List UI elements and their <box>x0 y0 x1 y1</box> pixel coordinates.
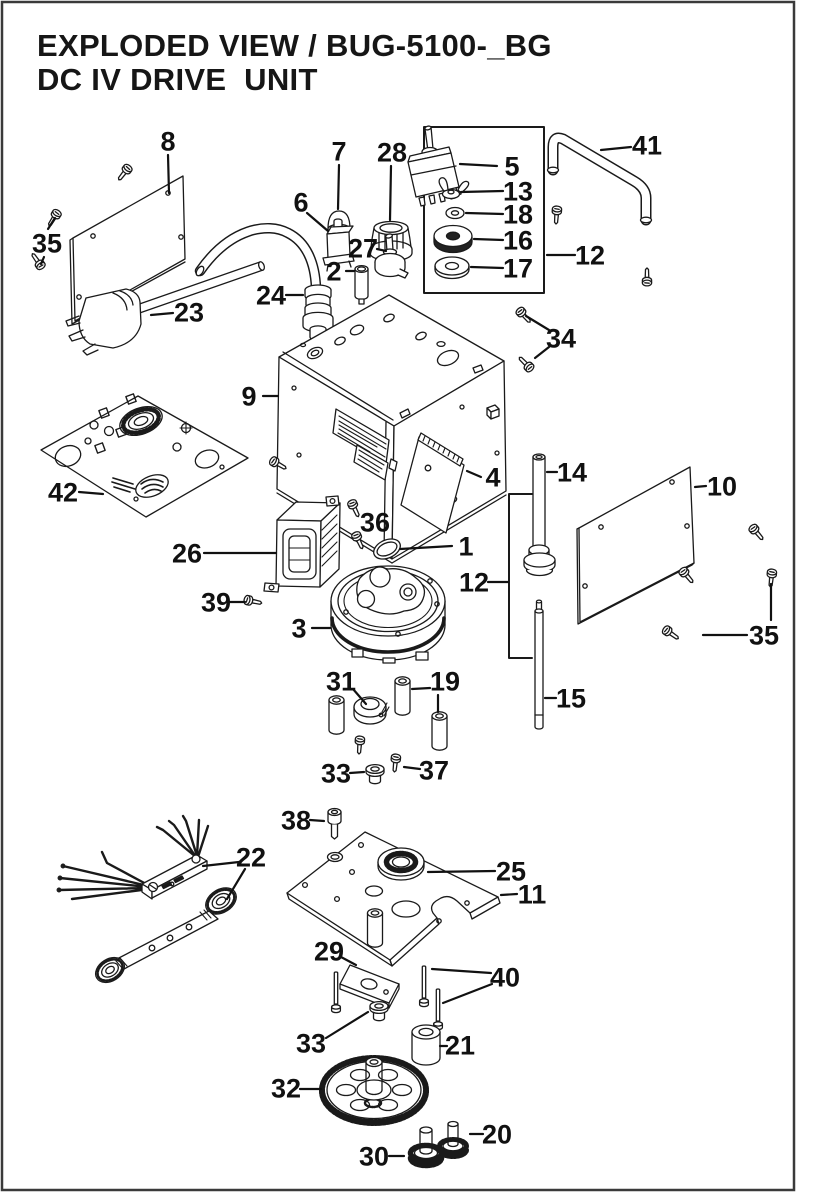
page-title-line1: EXPLODED VIEW / BUG-5100-_BG <box>37 28 552 63</box>
part-label-40: 40 <box>489 962 521 993</box>
part-label-5: 5 <box>504 151 520 182</box>
part-label-4: 4 <box>485 462 501 493</box>
part-21-spacer <box>412 1025 440 1065</box>
part-label-2: 2 <box>326 256 342 287</box>
part-15-shaft <box>535 600 543 729</box>
leader-line-19 <box>412 688 430 689</box>
part-label-16: 16 <box>502 225 534 256</box>
leader-line-10 <box>695 486 706 487</box>
part-label-18: 18 <box>502 199 534 230</box>
part-label-21: 21 <box>444 1030 476 1061</box>
part-label-32: 32 <box>270 1073 302 1104</box>
part-label-35: 35 <box>748 620 780 651</box>
part-label-30: 30 <box>358 1141 390 1172</box>
part-label-11: 11 <box>517 879 547 910</box>
part-32-gear <box>322 1058 426 1124</box>
leader-line-7 <box>338 165 339 209</box>
part-label-12: 12 <box>574 240 606 271</box>
part-label-1: 1 <box>458 531 474 562</box>
part-label-19: 19 <box>429 666 461 697</box>
leader-line-28 <box>390 166 391 220</box>
part-label-36: 36 <box>359 507 391 538</box>
part-31-collar <box>354 697 389 724</box>
part-label-42: 42 <box>47 477 79 508</box>
part-label-22: 22 <box>235 842 267 873</box>
part-label-20: 20 <box>481 1119 513 1150</box>
part-label-10: 10 <box>706 471 738 502</box>
part-label-34: 34 <box>545 323 577 354</box>
part-label-15: 15 <box>555 683 587 714</box>
part-25-bearing <box>378 848 424 880</box>
leader-line-33 <box>350 772 364 773</box>
part-label-39: 39 <box>200 587 232 618</box>
part-label-41: 41 <box>631 130 663 161</box>
part-17-washer <box>435 257 469 279</box>
leader-line-8 <box>168 155 169 193</box>
part-label-37: 37 <box>418 755 450 786</box>
part-label-33: 33 <box>320 758 352 789</box>
part-label-25: 25 <box>495 856 527 887</box>
part-label-26: 26 <box>171 538 203 569</box>
part-label-8: 8 <box>160 126 176 157</box>
leader-line-11 <box>501 894 517 895</box>
part-label-17: 17 <box>502 253 534 284</box>
part-label-13: 13 <box>502 176 534 207</box>
part-label-3: 3 <box>291 613 307 644</box>
leader-line-18 <box>466 213 503 214</box>
part-label-24: 24 <box>255 280 287 311</box>
part-label-7: 7 <box>331 136 347 167</box>
leader-line-25 <box>428 871 495 872</box>
part-2-capacitor <box>355 266 368 304</box>
part-label-9: 9 <box>241 381 257 412</box>
part-label-28: 28 <box>376 137 408 168</box>
part-label-23: 23 <box>173 297 205 328</box>
part-label-33: 33 <box>295 1028 327 1059</box>
leader-line-17 <box>471 267 503 268</box>
part-label-12: 12 <box>458 567 490 598</box>
part-label-31: 31 <box>325 666 357 697</box>
leader-line-16 <box>474 239 503 240</box>
part-16-washer <box>434 226 472 253</box>
part-label-6: 6 <box>293 187 309 218</box>
part-label-38: 38 <box>280 805 312 836</box>
leader-line-38 <box>310 820 324 821</box>
part-label-14: 14 <box>556 457 588 488</box>
part-label-27: 27 <box>347 233 379 264</box>
part-18-washer <box>446 208 464 219</box>
leader-line-13 <box>461 191 503 192</box>
page-title-line2: DC IV DRIVE UNIT <box>37 62 318 97</box>
part-label-29: 29 <box>313 936 345 967</box>
part-label-35: 35 <box>31 228 63 259</box>
